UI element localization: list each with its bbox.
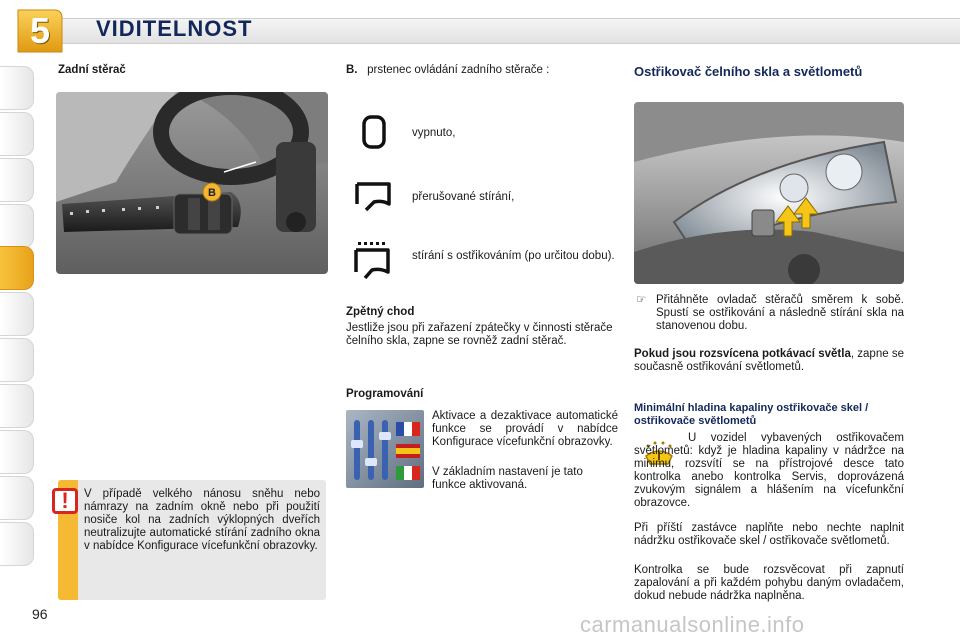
mode-off-label: vypnuto, xyxy=(412,127,456,139)
side-tab-7[interactable] xyxy=(0,338,34,382)
headlamp-washer-photo xyxy=(634,102,904,284)
ring-label: B. xyxy=(346,64,358,76)
side-tab-10[interactable] xyxy=(0,476,34,520)
warning-text: V případě velkého nánosu sněhu nebo námrazy na zadním okně nebo při použití nosiče kol na zadních výklopných dveřích neutralizujte automatické stírání zadního okna v nabídce Konfigurace vícefunkční obrazovky. xyxy=(84,488,320,552)
lights-bold: Pokud jsou rozsvícena potkávací světla xyxy=(634,348,851,360)
wiper-intermittent-icon xyxy=(354,180,392,214)
reverse-heading: Zpětný chod xyxy=(346,306,415,318)
bullet-symbol: ☞ xyxy=(636,294,647,306)
mode-wash-label: stírání s ostřikováním (po určitou dobu). xyxy=(412,250,615,262)
side-tab-9[interactable] xyxy=(0,430,34,474)
rear-wiper-heading: Zadní stěrač xyxy=(58,64,126,76)
side-tab-6[interactable] xyxy=(0,292,34,336)
min-level-heading: Minimální hladina kapaliny ostřikovače skel / ostřikovače světlometů xyxy=(634,402,869,427)
side-tab-1[interactable] xyxy=(0,66,34,110)
watermark: carmanualsonline.info xyxy=(580,612,805,637)
programming-heading: Programování xyxy=(346,388,424,400)
page-header xyxy=(0,0,960,50)
reverse-text: Jestliže jsou při zařazení zpátečky v činnosti stěrače čelního skla, zapne se rovněž zadní stěrač. xyxy=(346,322,613,347)
chapter-number: 5 xyxy=(29,10,51,51)
rear-wiper-stalk-photo xyxy=(56,92,328,274)
programming-text-2: V základním nastavení je tato funkce aktivovaná. xyxy=(432,466,583,491)
page-title: VIDITELNOST xyxy=(96,16,253,41)
programming-text-1: Aktivace a dezaktivace automatické funkce se provádí v nabídce Konfigurace vícefunkční obrazovky. xyxy=(432,410,618,448)
side-tab-4[interactable] xyxy=(0,204,34,248)
photo-badge: B xyxy=(208,187,216,199)
warning-exclamation-icon: ! xyxy=(52,488,78,514)
config-menu-image xyxy=(346,410,424,488)
side-tab-2[interactable] xyxy=(0,112,34,156)
refill-text: Při příští zastávce naplňte nebo nechte naplnit nádržku ostřikovače skel / ostřikovače světlometů. xyxy=(634,522,904,547)
side-tab-3[interactable] xyxy=(0,158,34,202)
mode-intermittent-label: přerušované stírání, xyxy=(412,191,515,203)
min-level-text: U vozidel vybavených ostřikovačem světlometů: když je hladina kapaliny v nádržce na minimu, rozsvítí se na přístrojové desce tato kontrolka anebo kontrolka Servis, doprovázená zvukovým signálem a hlášením na vícefunkční obrazovce. xyxy=(634,432,904,509)
lights-rest: , zapne se současně ostřikování světlometů. xyxy=(634,348,904,373)
ring-text: prstenec ovládání zadního stěrače : xyxy=(367,64,550,76)
lights-paragraph xyxy=(634,348,904,374)
wiper-wash-icon xyxy=(352,240,392,282)
control-text: Kontrolka se bude rozsvěcovat při zapnutí zapalování a při každém pohybu daným ovladačem, dokud nebude nádržka naplněna. xyxy=(634,564,904,602)
ring-description xyxy=(346,64,626,77)
side-tab-11[interactable] xyxy=(0,522,34,566)
bullet-text: Přitáhněte ovladač stěračů směrem k sobě. Spustí se ostřikování a následně stírání skla na stanovenou dobu. xyxy=(656,294,904,332)
side-tab-5-active[interactable] xyxy=(0,246,34,290)
washer-heading: Ostřikovač čelního skla a světlometů xyxy=(634,64,863,79)
wiper-off-icon xyxy=(360,114,388,150)
side-tab-8[interactable] xyxy=(0,384,34,428)
page-number: 96 xyxy=(32,606,48,622)
